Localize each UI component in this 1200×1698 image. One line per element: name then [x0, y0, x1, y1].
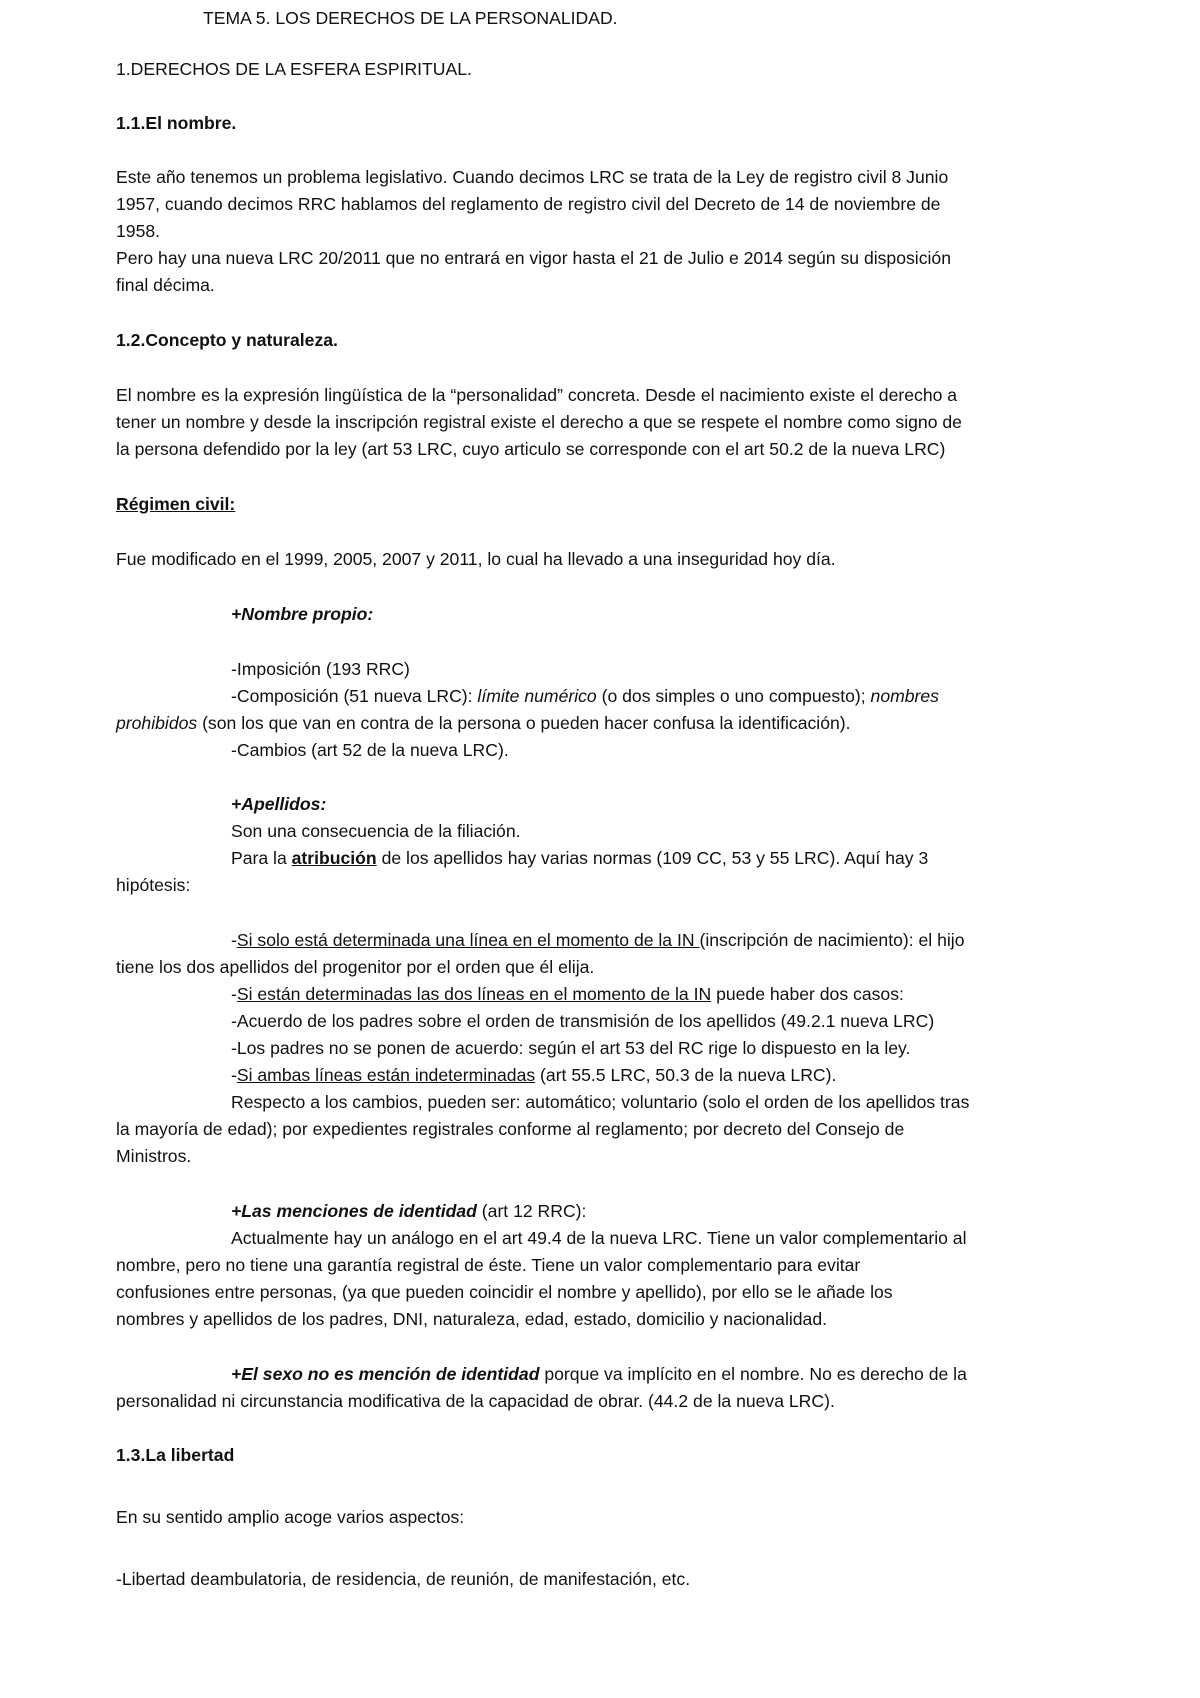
paragraph-line: tener un nombre y desde la inscripción registral existe el derecho a que se respete el nombre como signo de — [116, 412, 962, 432]
paragraph-line: Para la atribución de los apellidos hay varias normas (109 CC, 53 y 55 LRC). Aquí hay 3 — [231, 848, 929, 868]
regimen-civil-heading: Régimen civil: — [116, 494, 236, 514]
paragraph-line: personalidad ni circunstancia modificativa de la capacidad de obrar. (44.2 de la nueva LRC). — [116, 1391, 835, 1411]
paragraph-line: nombre, pero no tiene una garantía registral de éste. Tiene un valor complementario para evitar — [116, 1255, 861, 1275]
paragraph-line: Pero hay una nueva LRC 20/2011 que no entrará en vigor hasta el 21 de Julio e 2014 según su disposición — [116, 248, 951, 268]
hypothesis-case: -Acuerdo de los padres sobre el orden de transmisión de los apellidos (49.2.1 nueva LRC) — [231, 1011, 935, 1031]
paragraph-line: Fue modificado en el 1999, 2005, 2007 y 2011, lo cual ha llevado a una inseguridad hoy día. — [116, 549, 836, 569]
paragraph-line: la persona defendido por la ley (art 53 LRC, cuyo articulo se corresponde con el art 50.2 de la nueva LRC) — [116, 439, 946, 459]
paragraph-line: final décima. — [116, 275, 215, 295]
paragraph-line: 1958. — [116, 221, 161, 241]
paragraph-line: Respecto a los cambios, pueden ser: automático; voluntario (solo el orden de los apellidos tras — [231, 1092, 970, 1112]
list-item: -Composición (51 nueva LRC): límite numérico (o dos simples o uno compuesto); nombres — [231, 686, 939, 706]
section-1-2-heading: 1.2.Concepto y naturaleza. — [116, 330, 338, 350]
document-title: TEMA 5. LOS DERECHOS DE LA PERSONALIDAD. — [203, 8, 618, 28]
section-1-heading: 1.DERECHOS DE LA ESFERA ESPIRITUAL. — [116, 59, 472, 79]
paragraph-line: hipótesis: — [116, 875, 191, 895]
section-1-1-heading: 1.1.El nombre. — [116, 113, 237, 133]
hypothesis-item: -Si solo está determinada una línea en el momento de la IN (inscripción de nacimiento): el hijo — [231, 930, 965, 950]
paragraph-line: Actualmente hay un análogo en el art 49.4 de la nueva LRC. Tiene un valor complementario al — [231, 1228, 967, 1248]
nombre-propio-heading: +Nombre propio: — [231, 604, 374, 624]
paragraph-line: 1957, cuando decimos RRC hablamos del reglamento de registro civil del Decreto de 14 de noviembre de — [116, 194, 941, 214]
paragraph-line: Son una consecuencia de la filiación. — [231, 821, 521, 841]
paragraph-line: El nombre es la expresión lingüística de la “personalidad” concreta. Desde el nacimiento existe el derecho a — [116, 385, 958, 405]
paragraph-line: nombres y apellidos de los padres, DNI, naturaleza, edad, estado, domicilio y nacionalidad. — [116, 1309, 828, 1329]
paragraph-line: confusiones entre personas, (ya que pueden coincidir el nombre y apellido), por ello se le añade los — [116, 1282, 893, 1302]
hypothesis-continuation: tiene los dos apellidos del progenitor por el orden que él elija. — [116, 957, 595, 977]
list-item-continuation: prohibidos (son los que van en contra de la persona o pueden hacer confusa la identificación). — [116, 713, 851, 733]
apellidos-heading: +Apellidos: — [231, 794, 327, 814]
hypothesis-item: -Si están determinadas las dos líneas en el momento de la IN puede haber dos casos: — [231, 984, 904, 1004]
list-item: -Imposición (193 RRC) — [231, 659, 410, 679]
menciones-identidad-heading: +Las menciones de identidad (art 12 RRC): — [231, 1201, 587, 1221]
paragraph-line: Este año tenemos un problema legislativo. Cuando decimos LRC se trata de la Ley de registro civil 8 Junio — [116, 167, 949, 187]
paragraph-line: la mayoría de edad); por expedientes registrales conforme al reglamento; por decreto del Consejo de — [116, 1119, 905, 1139]
paragraph-line: -Libertad deambulatoria, de residencia, de reunión, de manifestación, etc. — [116, 1569, 691, 1589]
section-1-3-heading: 1.3.La libertad — [116, 1445, 235, 1465]
hypothesis-item: -Si ambas líneas están indeterminadas (art 55.5 LRC, 50.3 de la nueva LRC). — [231, 1065, 837, 1085]
hypothesis-case: -Los padres no se ponen de acuerdo: según el art 53 del RC rige lo dispuesto en la ley. — [231, 1038, 911, 1058]
paragraph-line: Ministros. — [116, 1146, 192, 1166]
sexo-paragraph-line: +El sexo no es mención de identidad porque va implícito en el nombre. No es derecho de la — [231, 1364, 967, 1384]
list-item: -Cambios (art 52 de la nueva LRC). — [231, 740, 509, 760]
paragraph-line: En su sentido amplio acoge varios aspectos: — [116, 1507, 465, 1527]
